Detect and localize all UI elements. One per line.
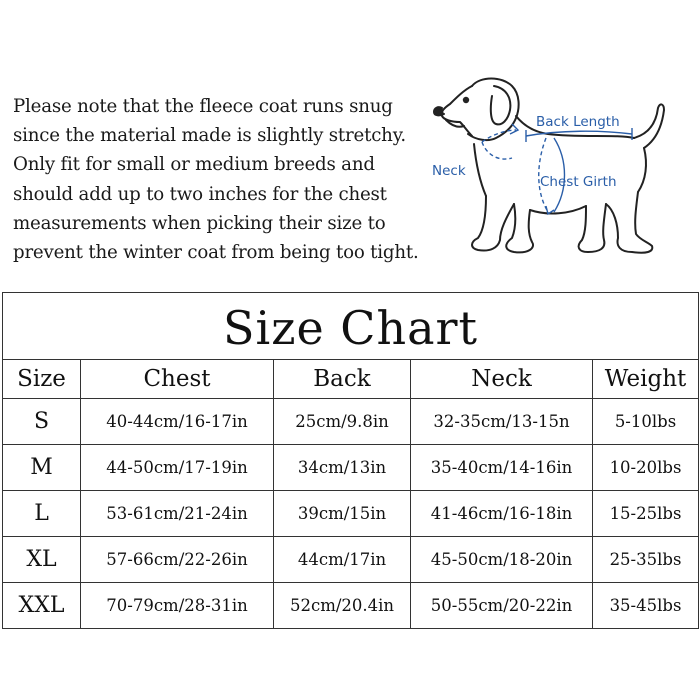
dog-measurement-diagram bbox=[420, 68, 700, 278]
size-cell: M bbox=[3, 445, 81, 491]
chest-cell: 40-44cm/16-17in bbox=[81, 399, 274, 445]
table-row bbox=[3, 583, 699, 629]
back-length-label: Back Length bbox=[536, 114, 620, 130]
back-cell: 52cm/20.4in bbox=[274, 583, 411, 629]
note-line: prevent the winter coat from being too tight. bbox=[13, 242, 419, 264]
note-line: Only fit for small or medium breeds and bbox=[13, 154, 375, 176]
chest-cell: 53-61cm/21-24in bbox=[81, 491, 274, 537]
neck-cell: 32-35cm/13-15n bbox=[411, 399, 593, 445]
weight-cell: 5-10lbs bbox=[593, 399, 699, 445]
weight-cell: 25-35lbs bbox=[593, 537, 699, 583]
header-row bbox=[3, 360, 699, 399]
chest-girth-label: Chest Girth bbox=[540, 174, 617, 190]
neck-cell: 41-46cm/16-18in bbox=[411, 491, 593, 537]
back-cell: 25cm/9.8in bbox=[274, 399, 411, 445]
size-cell: XL bbox=[3, 537, 81, 583]
table-row bbox=[3, 445, 699, 491]
chart-title: Size Chart bbox=[3, 293, 699, 360]
size-cell: S bbox=[3, 399, 81, 445]
note-line: Please note that the fleece coat runs snug bbox=[13, 96, 393, 117]
table-row bbox=[3, 491, 699, 537]
header-size: Size bbox=[3, 360, 81, 399]
chest-cell: 44-50cm/17-19in bbox=[81, 445, 274, 491]
header-neck: Neck bbox=[411, 360, 593, 399]
weight-cell: 15-25lbs bbox=[593, 491, 699, 537]
note-line: since the material made is slightly stretchy. bbox=[13, 125, 406, 147]
dog-illustration bbox=[434, 79, 664, 253]
note-line: measurements when picking their size to bbox=[13, 212, 386, 234]
back-cell: 34cm/13in bbox=[274, 445, 411, 491]
size-cell: L bbox=[3, 491, 81, 537]
fit-note bbox=[13, 92, 453, 267]
neck-cell: 50-55cm/20-22in bbox=[411, 583, 593, 629]
size-cell: XXL bbox=[3, 583, 81, 629]
header-back: Back bbox=[274, 360, 411, 399]
chest-cell: 57-66cm/22-26in bbox=[81, 537, 274, 583]
weight-cell: 10-20lbs bbox=[593, 445, 699, 491]
back-cell: 39cm/15in bbox=[274, 491, 411, 537]
neck-label: Neck bbox=[432, 163, 466, 179]
table-row bbox=[3, 399, 699, 445]
neck-cell: 35-40cm/14-16in bbox=[411, 445, 593, 491]
header-weight: Weight bbox=[593, 360, 699, 399]
neck-cell: 45-50cm/18-20in bbox=[411, 537, 593, 583]
back-cell: 44cm/17in bbox=[274, 537, 411, 583]
header-chest: Chest bbox=[81, 360, 274, 399]
measurement-guides bbox=[482, 124, 632, 214]
size-chart-table bbox=[2, 292, 699, 629]
weight-cell: 35-45lbs bbox=[593, 583, 699, 629]
table-row bbox=[3, 537, 699, 583]
chest-cell: 70-79cm/28-31in bbox=[81, 583, 274, 629]
note-line: should add up to two inches for the chest bbox=[13, 183, 387, 205]
